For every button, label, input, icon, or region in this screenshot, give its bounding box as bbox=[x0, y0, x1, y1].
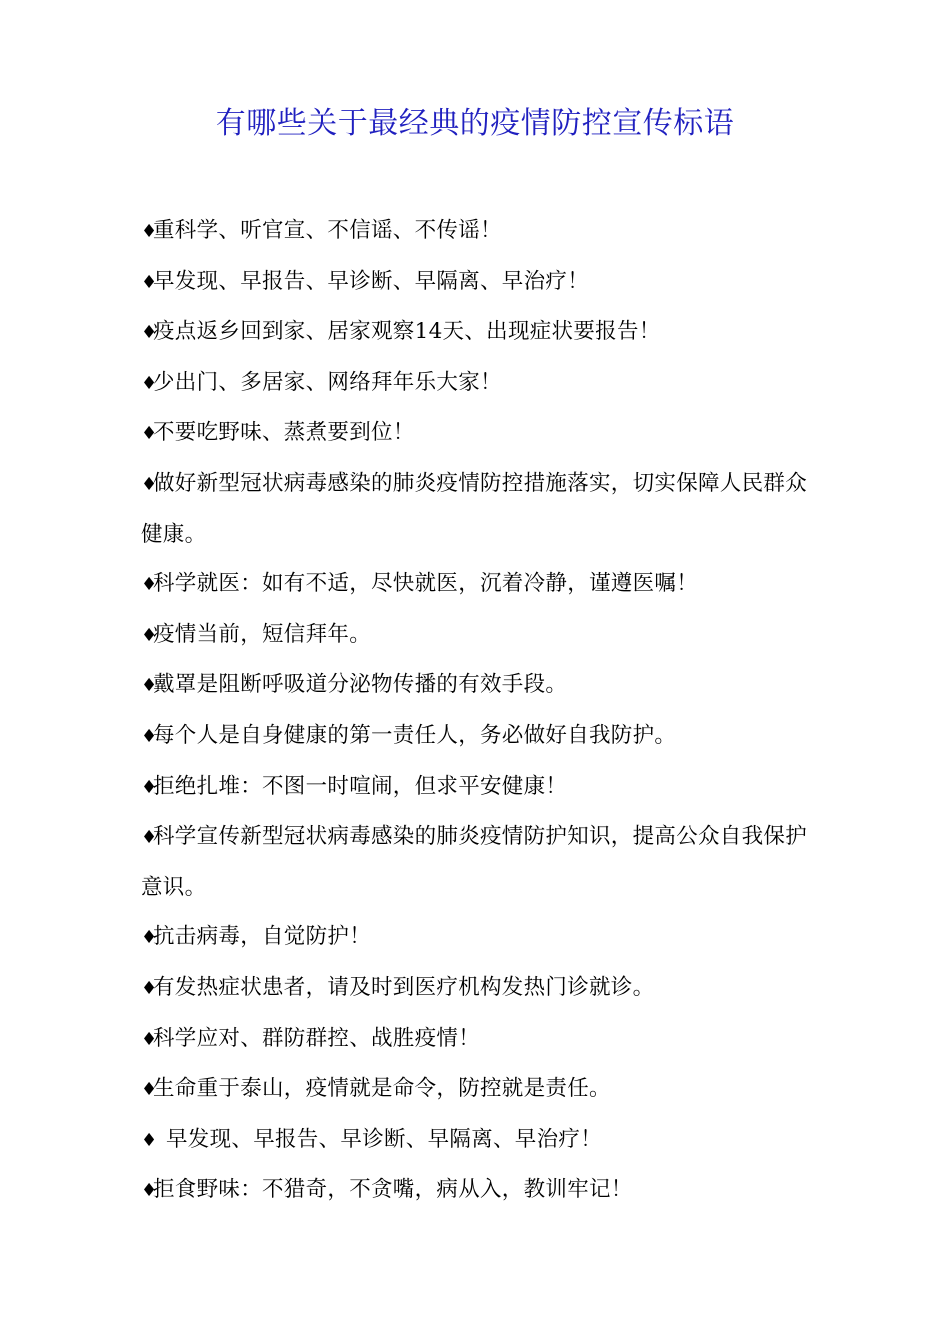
slogan-text: 科学就医：如有不适，尽快就医，沉着冷静，谨遵医嘱！ bbox=[153, 571, 699, 597]
slogan-text: 疫点返乡回到家、居家观察14天、出现症状要报告！ bbox=[153, 319, 661, 345]
list-item bbox=[141, 762, 821, 813]
slogan-text: 早发现、早报告、早诊断、早隔离、早治疗！ bbox=[166, 1126, 603, 1152]
slogan-text: 每个人是自身健康的第一责任人，务必做好自我防护。 bbox=[153, 722, 677, 748]
diamond-bullet-icon: ♦ bbox=[141, 574, 158, 596]
slogan-text: 生命重于泰山，疫情就是命令，防控就是责任。 bbox=[153, 1076, 611, 1102]
list-item bbox=[141, 559, 821, 610]
slogan-text: 拒食野味：不猎奇，不贪嘴，病从入，教训牢记！ bbox=[153, 1177, 633, 1203]
list-item bbox=[141, 307, 821, 358]
list-item bbox=[141, 912, 821, 963]
diamond-bullet-icon: ♦ bbox=[141, 271, 158, 293]
slogan-text: 戴罩是阻断呼吸道分泌物传播的有效手段。 bbox=[153, 672, 568, 698]
list-item bbox=[141, 358, 821, 409]
slogan-text: 重科学、听官宣、不信谣、不传谣！ bbox=[153, 218, 502, 243]
diamond-bullet-icon: ♦ bbox=[141, 221, 158, 242]
diamond-bullet-icon: ♦ bbox=[141, 827, 158, 849]
slogan-text: 拒绝扎堆：不图一时喧闹，但求平安健康！ bbox=[153, 773, 568, 799]
slogan-text: 疫情当前，短信拜年。 bbox=[153, 621, 372, 647]
list-item bbox=[141, 610, 821, 661]
list-item bbox=[141, 459, 821, 559]
slogan-text: 科学宣传新型冠状病毒感染的肺炎疫情防护知识，提高公众自我保护意识。 bbox=[141, 824, 808, 900]
diamond-bullet-icon: ♦ bbox=[141, 1028, 158, 1050]
diamond-bullet-icon: ♦ bbox=[141, 473, 158, 495]
slogan-text: 抗击病毒，自觉防护！ bbox=[153, 924, 372, 950]
document-title: 有哪些关于最经典的疫情防控宣传标语 bbox=[215, 106, 735, 141]
list-item bbox=[141, 1115, 821, 1166]
diamond-bullet-icon: ♦ bbox=[141, 1129, 158, 1151]
list-item bbox=[141, 660, 821, 711]
list-item bbox=[141, 257, 821, 308]
slogan-list bbox=[141, 206, 821, 1216]
diamond-bullet-icon: ♦ bbox=[141, 1180, 158, 1202]
diamond-bullet-icon: ♦ bbox=[141, 624, 158, 646]
slogan-text: 早发现、早报告、早诊断、早隔离、早治疗！ bbox=[153, 268, 590, 294]
list-item bbox=[141, 1165, 821, 1216]
diamond-bullet-icon: ♦ bbox=[141, 372, 158, 394]
diamond-bullet-icon: ♦ bbox=[141, 675, 158, 697]
slogan-text: 做好新型冠状病毒感染的肺炎疫情防控措施落实，切实保障人民群众健康。 bbox=[141, 470, 808, 547]
list-item bbox=[141, 1064, 821, 1115]
list-item bbox=[141, 711, 821, 762]
list-item bbox=[141, 812, 821, 912]
list-item bbox=[141, 206, 821, 257]
slogan-text: 有发热症状患者，请及时到医疗机构发热门诊就诊。 bbox=[153, 974, 655, 1000]
list-item bbox=[141, 1014, 821, 1065]
diamond-bullet-icon: ♦ bbox=[141, 423, 158, 445]
diamond-bullet-icon: ♦ bbox=[141, 1079, 158, 1101]
slogan-text: 不要吃野味、蒸煮要到位！ bbox=[153, 420, 415, 446]
diamond-bullet-icon: ♦ bbox=[141, 725, 158, 747]
diamond-bullet-icon: ♦ bbox=[141, 322, 158, 344]
slogan-text: 科学应对、群防群控、战胜疫情！ bbox=[153, 1025, 481, 1051]
slogan-text: 少出门、多居家、网络拜年乐大家！ bbox=[153, 369, 502, 395]
diamond-bullet-icon: ♦ bbox=[141, 776, 158, 798]
diamond-bullet-icon: ♦ bbox=[141, 977, 158, 999]
diamond-bullet-icon: ♦ bbox=[141, 927, 158, 949]
list-item bbox=[141, 963, 821, 1014]
list-item bbox=[141, 408, 821, 459]
